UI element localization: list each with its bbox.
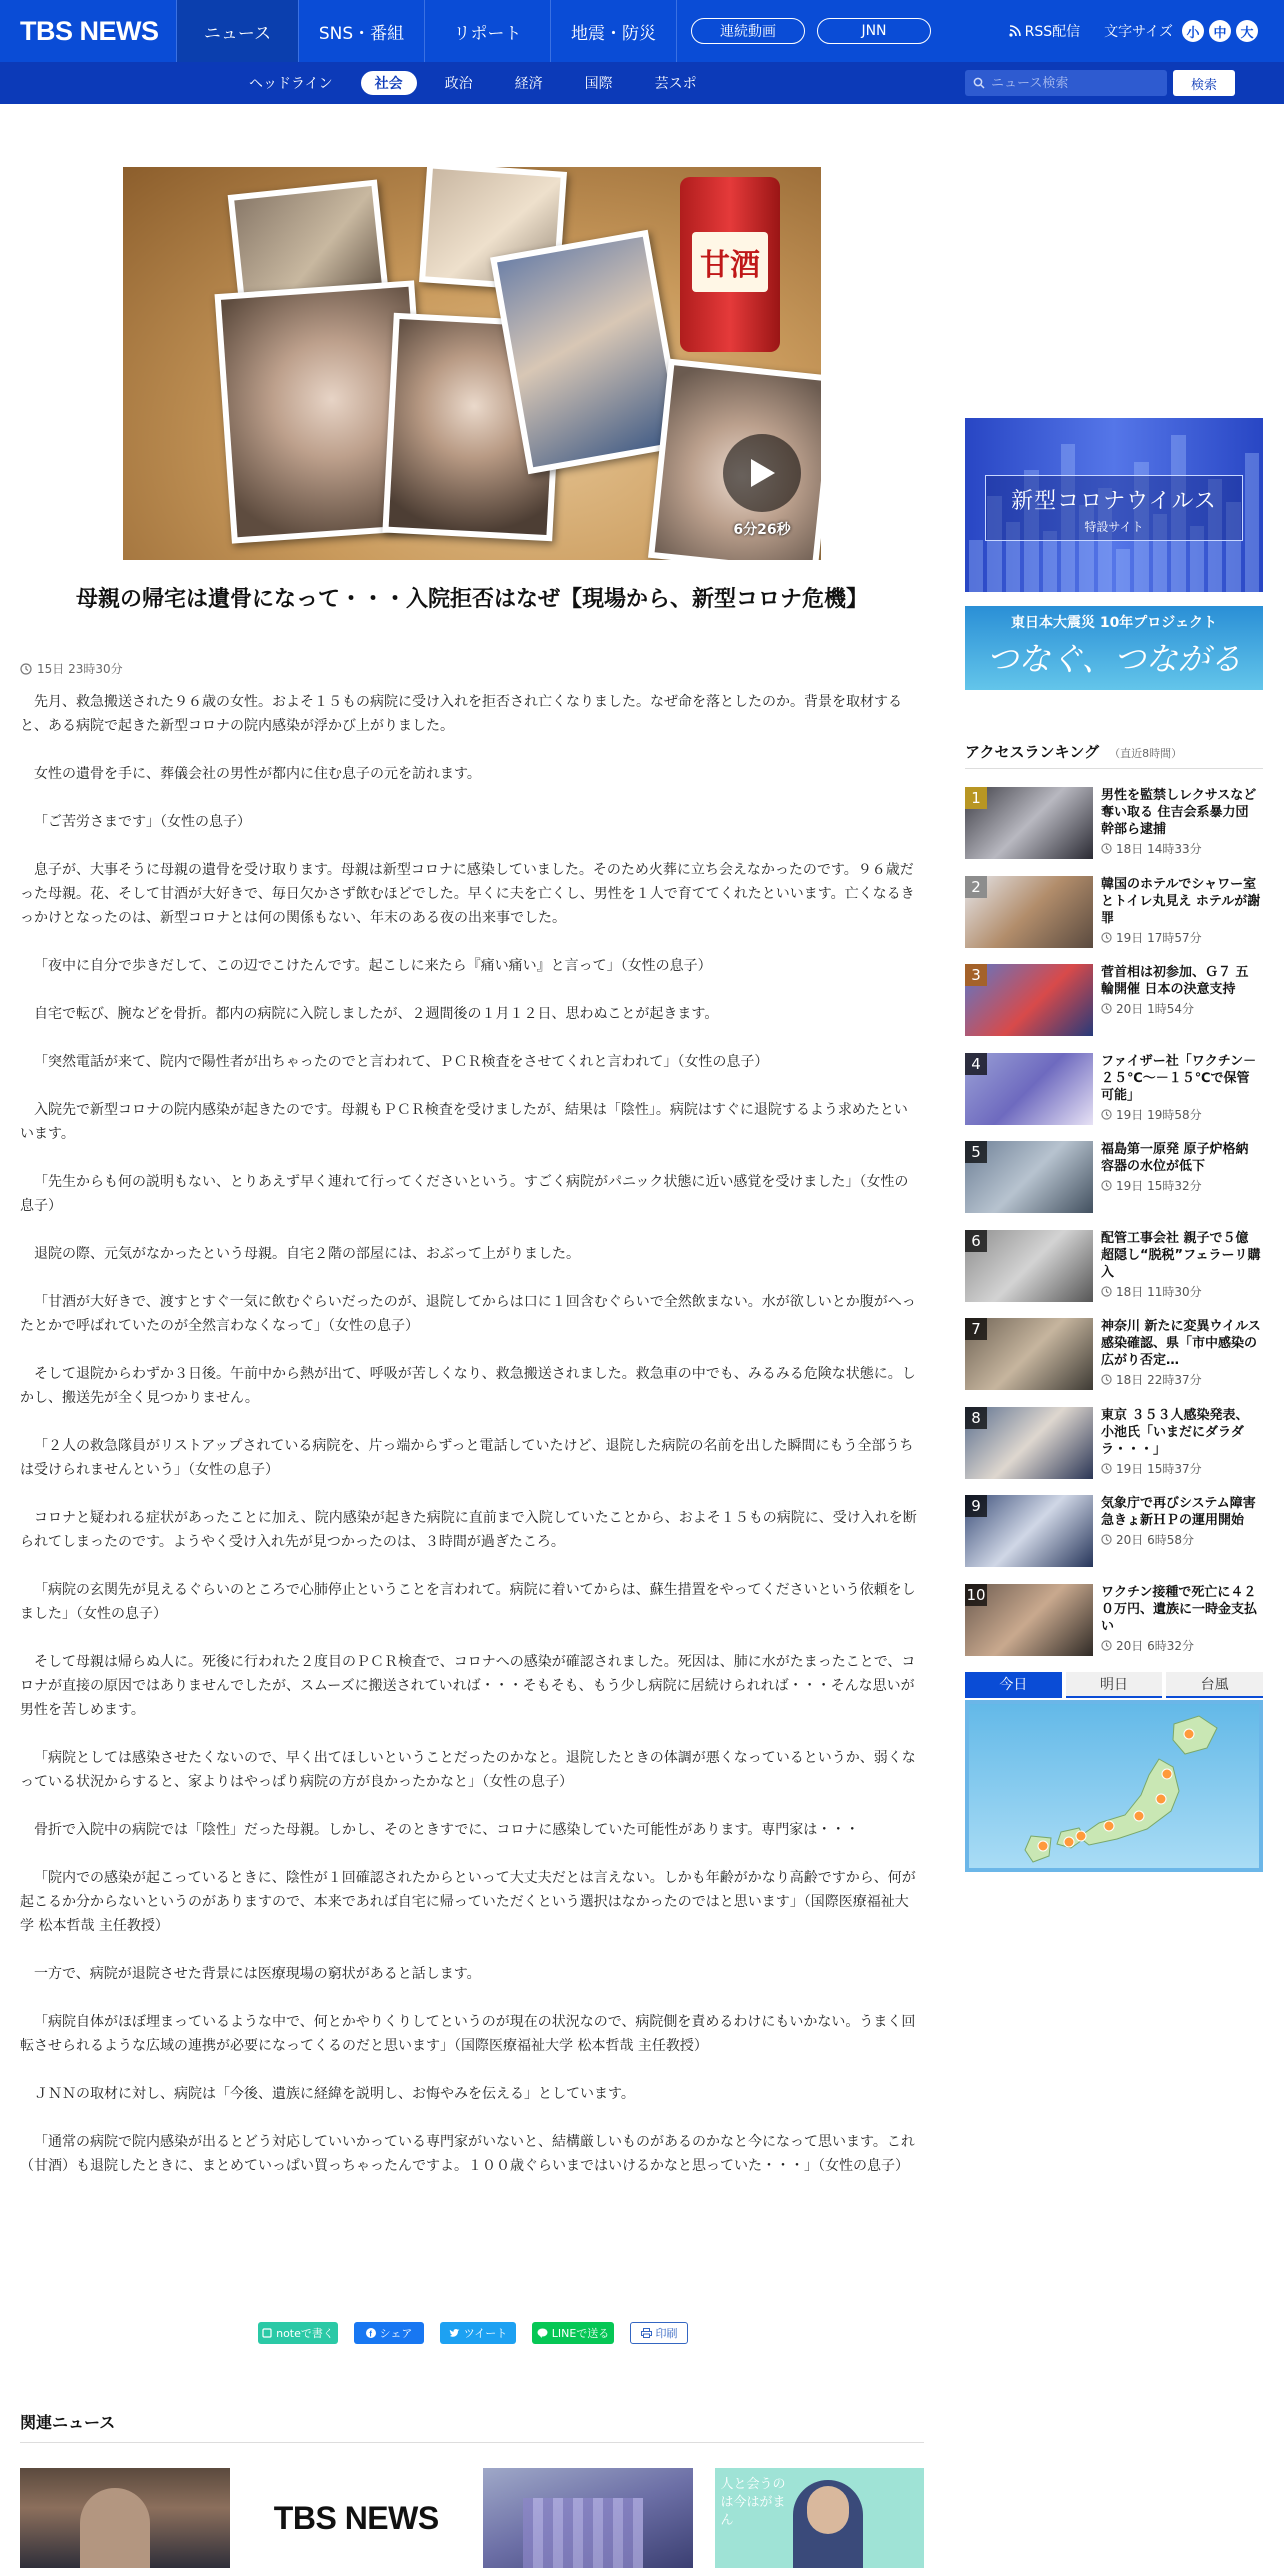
ranking-item[interactable] <box>965 1584 1263 1673</box>
svg-text:f: f <box>368 2329 372 2338</box>
twitter-icon <box>449 2328 460 2338</box>
category-nav <box>235 71 725 95</box>
ranking-headline: ワクチン接種で死亡に４２０万円、遺族に一時金支払い <box>1101 1584 1258 1634</box>
article-video[interactable] <box>123 167 821 560</box>
ranking-time-label: 18日 14時33分 <box>1116 842 1202 856</box>
ranking-item[interactable] <box>965 1141 1263 1230</box>
article-title: 母親の帰宅は遺骨になって・・・入院拒否はなぜ【現場から、新型コロナ危機】 <box>75 587 868 612</box>
ranking-text <box>1101 1407 1261 1496</box>
search-icon <box>973 77 985 89</box>
ranking-number: 3 <box>965 964 987 986</box>
ranking-thumbnail <box>965 1495 1093 1567</box>
article-paragraph: 「院内での感染が起こっているときに、陰性が１回確認されたからといって大丈夫だとは言えない。しかも年齢がかなり高齢ですから、何が起こるか分からないというのがありますので、本来であれば自宅に帰っていただくという選択はなかったのではと思います」（国際医療福祉大学 松本哲哉 主任教授） <box>20 1870 916 1934</box>
ranking-text <box>1101 787 1261 876</box>
font-size-small-button[interactable]: 小 <box>1182 20 1204 42</box>
article-paragraph: 女性の遺骨を手に、葬儀会社の男性が都内に住む息子の元を訪れます。 <box>34 766 481 782</box>
can-label: 甘酒 <box>692 232 768 292</box>
ranking-time-label: 20日 1時54分 <box>1116 1002 1194 1016</box>
ranking-item[interactable] <box>965 1230 1263 1319</box>
weather-tabs <box>965 1672 1263 1698</box>
article-paragraph: ＪＮＮの取材に対し、病院は「今後、遺族に経緯を説明し、お悔やみを伝える」としています。 <box>34 2086 635 2102</box>
ranking-number: 7 <box>965 1318 987 1340</box>
ranking-text <box>1101 1584 1261 1673</box>
article-paragraph: 入院先で新型コロナの院内感染が起きたのです。母親もＰＣＲ検査を受けましたが、結果は「陰性」。病院はすぐに退院するよう求めたといいます。 <box>20 1102 908 1142</box>
ranking-item[interactable] <box>965 787 1263 876</box>
article-paragraph: 一方で、病院が退院させた背景には医療現場の窮状があると話します。 <box>34 1966 481 1982</box>
nav-report[interactable]: リポート <box>424 0 550 62</box>
article-paragraph: 「甘酒が大好きで、渡すとすぐ一気に飲むぐらいだったのが、退院してからは口に１回含むぐらいで全然飲まない。水が欲しいとか腹がへったとかで呼ばれていたのが全然言わなくなって」（女性の息子） <box>20 1294 916 1334</box>
ranking-time <box>1101 1637 1261 1654</box>
clock-icon <box>1101 1286 1112 1297</box>
font-size-label: 文字サイズ <box>1104 24 1173 40</box>
ranking-time <box>1101 1106 1261 1123</box>
ranking-text <box>1101 964 1261 1053</box>
clock-icon <box>1101 1374 1112 1385</box>
ranking-headline: 福島第一原発 原子炉格納容器の水位が低下 <box>1101 1142 1249 1174</box>
related-thumb-caption: 人と会うのは今はがまん <box>720 2477 786 2528</box>
weather-tab-typhoon[interactable]: 台風 <box>1166 1672 1263 1698</box>
nav-news[interactable]: ニュース <box>176 0 298 62</box>
article-paragraph: 「ご苦労さまです」（女性の息子） <box>34 814 251 830</box>
japan-map-icon <box>969 1704 1259 1868</box>
corona-banner-box <box>985 475 1243 541</box>
ranking-text <box>1101 1141 1261 1230</box>
ranking-divider <box>965 768 1263 769</box>
article-paragraph: 「通常の病院で院内感染が出るとどう対応していいかっている専門家がいないと、結構厳しいものがあるのかなと今になって思います。これ（甘酒）も退院したときに、まとめていっぱい買っちゃったんですよ。１００歳ぐらいまではいけるかなと思っていた・・・」（女性の息子） <box>20 2134 915 2174</box>
facebook-icon <box>366 2328 376 2338</box>
primary-nav <box>176 0 676 62</box>
corona-banner-title: 新型コロナウイルス <box>1011 489 1217 514</box>
corona-special-banner[interactable] <box>965 418 1263 592</box>
ranking-headline: 菅首相は初参加、Ｇ７ 五輪開催 日本の決意支持 <box>1101 965 1249 997</box>
ranking-number: 9 <box>965 1495 987 1517</box>
article-paragraph: 「先生からも何の説明もない、とりあえず早く連れて行ってくださいという。すごく病院がパニック状態に近い感覚を受けました」（女性の息子） <box>20 1174 909 1214</box>
facebook-share-label: シェア <box>379 2327 413 2340</box>
ranking-text <box>1101 876 1261 965</box>
ranking-thumbnail <box>965 1230 1093 1302</box>
header-pills <box>676 0 931 62</box>
tbs-news-logo[interactable]: TBS NEWS <box>20 15 159 46</box>
related-news-list <box>20 2468 924 2568</box>
related-news-item[interactable] <box>252 2468 462 2568</box>
earthquake-banner-subtitle: 東日本大震災 10年プロジェクト <box>1010 615 1218 631</box>
ranking-time <box>1101 1000 1261 1017</box>
article-body <box>20 690 918 2202</box>
ranking-number: 6 <box>965 1230 987 1252</box>
ranking-time <box>1101 840 1261 857</box>
clock-icon <box>20 663 32 675</box>
ranking-thumbnail <box>965 1318 1093 1390</box>
facebook-share-button[interactable] <box>354 2322 424 2344</box>
ranking-header <box>965 741 1182 762</box>
article-datetime: 15日 23時30分 <box>37 662 123 676</box>
ranking-time-label: 20日 6時32分 <box>1116 1638 1194 1653</box>
ranking-list <box>965 787 1263 1672</box>
print-icon <box>641 2328 652 2338</box>
article-paragraph: 「病院自体がほぼ埋まっているような中で、何とかやりくりしてというのが現在の状況なので、病院側を責めるわけにもいかない。うまく回転させられるような広域の連携が必要になってくるのだと思います」（国際医療福祉大学 松本哲哉 主任教授） <box>20 2014 916 2054</box>
note-share-button[interactable] <box>258 2322 338 2344</box>
clock-icon <box>1101 1180 1112 1191</box>
ranking-time <box>1101 1460 1261 1477</box>
search-button[interactable]: 検索 <box>1173 70 1235 96</box>
article-paragraph: コロナと疑われる症状があったことに加え、院内感染が起きた病院に直前まで入院していたことから、およそ１５もの病院に、受け入れを断られてしまったのです。ようやく受け入れ先が見つかったのは、３時間が過ぎたころ。 <box>20 1510 917 1550</box>
ranking-item[interactable] <box>965 1407 1263 1496</box>
twitter-share-label: ツイート <box>463 2327 508 2340</box>
ranking-headline: 東京 ３５３人感染発表、小池氏「いまだにダラダラ・・・」 <box>1101 1407 1249 1457</box>
continuous-video-pill[interactable]: 連続動画 <box>691 18 805 44</box>
ranking-time <box>1101 1531 1261 1548</box>
ranking-number: 4 <box>965 1053 987 1075</box>
rss-link[interactable] <box>1009 21 1081 41</box>
ranking-time-label: 18日 11時30分 <box>1116 1284 1202 1299</box>
note-icon <box>262 2328 272 2338</box>
category-international[interactable]: 国際 <box>584 76 613 92</box>
article-paragraph: 「病院の玄関先が見えるぐらいのところで心肺停止ということを言われて。病院に着いてからは、蘇生措置をやってくださいという依頼をしました」（女性の息子） <box>20 1582 916 1622</box>
rss-icon <box>1009 25 1021 37</box>
weather-tab-tomorrow[interactable]: 明日 <box>1066 1672 1163 1698</box>
search-box <box>965 70 1167 96</box>
ranking-thumbnail <box>965 1584 1093 1656</box>
ranking-time-label: 19日 17時57分 <box>1116 930 1202 945</box>
ranking-text <box>1101 1053 1261 1142</box>
ranking-thumbnail <box>965 1407 1093 1479</box>
ranking-time-label: 18日 22時37分 <box>1116 1373 1202 1387</box>
ranking-time <box>1101 1371 1261 1388</box>
ranking-thumbnail <box>965 876 1093 948</box>
article-paragraph: 先月、救急搬送された９６歳の女性。およそ１５もの病院に受け入れを拒否され亡くなりました。なぜ命を落としたのか。背景を取材すると、ある病院で起きた新型コロナの院内感染が浮かび上がりました。 <box>20 694 902 734</box>
ranking-time <box>1101 929 1261 946</box>
clock-icon <box>1101 843 1112 854</box>
category-economy[interactable]: 経済 <box>514 76 543 92</box>
line-icon <box>537 2328 548 2338</box>
ranking-time-label: 19日 15時32分 <box>1116 1179 1202 1193</box>
related-news-item[interactable] <box>20 2468 230 2568</box>
top-header <box>0 0 1284 62</box>
ranking-number: 5 <box>965 1141 987 1163</box>
ranking-thumbnail <box>965 964 1093 1036</box>
related-thumb-face <box>807 2486 849 2534</box>
font-size-control <box>1104 20 1258 42</box>
clock-icon <box>1101 1463 1112 1474</box>
share-buttons <box>258 2322 688 2344</box>
category-politics[interactable]: 政治 <box>444 76 473 92</box>
nav-disaster[interactable]: 地震・防災 <box>550 0 676 62</box>
ranking-title: アクセスランキング <box>965 743 1100 761</box>
article-paragraph: 「病院としては感染させたくないので、早く出てほしいということだったのかなと。退院したときの体調が悪くなっているというか、弱くなっている状況からすると、家よりはやっぱり病院の方が良かったかなと」（女性の息子） <box>20 1750 916 1790</box>
ranking-item[interactable] <box>965 1053 1263 1142</box>
ranking-headline: 男性を監禁しレクサスなど奪い取る 住吉会系暴力団幹部ら逮捕 <box>1101 788 1257 837</box>
article-meta <box>20 660 123 677</box>
article-paragraph: 骨折で入院中の病院では「陰性」だった母親。しかし、そのときすでに、コロナに感染していた可能性があります。専門家は・・・ <box>34 1822 860 1838</box>
amazake-can <box>680 177 780 352</box>
article-paragraph: 「突然電話が来て、院内で陽性者が出ちゃったのでと言われて、ＰＣＲ検査をさせてくれと言われて」（女性の息子） <box>34 1054 769 1070</box>
ranking-time-label: 19日 15時37分 <box>1116 1461 1202 1476</box>
earthquake-10th-banner[interactable] <box>965 606 1263 690</box>
ranking-time-label: 19日 19時58分 <box>1116 1107 1202 1122</box>
corona-banner-subtitle: 特設サイト <box>1084 520 1144 534</box>
print-label: 印刷 <box>655 2327 678 2340</box>
clock-icon <box>1101 1640 1112 1651</box>
ranking-number: 2 <box>965 876 987 898</box>
weather-map[interactable] <box>965 1700 1263 1872</box>
article-paragraph: そして母親は帰らぬ人に。死後に行われた２度目のＰＣＲ検査で、コロナへの感染が確認されました。死因は、肺に水がたまったことで、コロナが直接の原因ではありませんでしたが、スムーズに搬送されていれば・・・そもそも、もう少し病院に居続けられれば・・・そんな思いが男性を苦しめます。 <box>20 1654 916 1718</box>
ranking-text <box>1101 1230 1261 1319</box>
related-thumb-figure <box>80 2488 150 2568</box>
play-button[interactable] <box>723 434 801 512</box>
related-divider <box>20 2442 924 2443</box>
category-entertainment-sports[interactable]: 芸スポ <box>654 76 697 92</box>
weather-tab-today[interactable]: 今日 <box>965 1672 1062 1698</box>
play-icon <box>747 457 777 489</box>
related-news-item[interactable] <box>715 2468 925 2568</box>
clock-icon <box>1101 1534 1112 1545</box>
ranking-time-label: 20日 6時58分 <box>1116 1533 1194 1547</box>
ranking-time <box>1101 1283 1261 1300</box>
article-paragraph: 「２人の救急隊員がリストアップされている病院を、片っ端からずっと電話していたけど、退院した病院の名前を出した瞬間にもう全部うちは受けられませんという」（女性の息子） <box>20 1438 914 1478</box>
ranking-item[interactable] <box>965 964 1263 1053</box>
ranking-text <box>1101 1495 1261 1584</box>
ranking-item[interactable] <box>965 1318 1263 1407</box>
clock-icon <box>1101 1003 1112 1014</box>
line-share-label: LINEで送る <box>551 2327 610 2340</box>
clock-icon <box>1101 1109 1112 1120</box>
related-news-item[interactable] <box>483 2468 693 2568</box>
earthquake-banner-title: つなぐ、つながる <box>986 640 1242 678</box>
line-share-button[interactable] <box>532 2322 614 2344</box>
article-paragraph: 息子が、大事そうに母親の遺骨を受け取ります。母親は新型コロナに感染していました。そのため火葬に立ち会えなかったのです。９６歳だった母親。花、そして甘酒が大好きで、毎日欠かさず飲むほどでした。早くに夫を亡くし、男性を１人で育ててくれたといいます。亡くなるきっかけとなったのは、新型コロナとは何の関係もない、年末のある夜の出来事でした。 <box>20 862 915 926</box>
category-headline[interactable]: ヘッドライン <box>249 76 333 92</box>
article-paragraph: 自宅で転び、腕などを骨折。都内の病院に入院しましたが、２週間後の１月１２日、思わぬことが起きます。 <box>34 1006 719 1022</box>
related-thumb-logo: TBS NEWS <box>273 2499 439 2536</box>
video-duration: 6分26秒 <box>733 522 791 538</box>
note-share-label: noteで書く <box>276 2327 334 2340</box>
ranking-item[interactable] <box>965 876 1263 965</box>
category-bar <box>0 62 1284 104</box>
article-paragraph: 退院の際、元気がなかったという母親。自宅２階の部屋には、おぶって上がりました。 <box>34 1246 580 1262</box>
article-paragraph: そして退院からわずか３日後。午前中から熱が出て、呼吸が苦しくなり、救急搬送されました。救急車の中でも、みるみる危険な状態に。しかし、搬送先が全く見つかりません。 <box>20 1366 916 1406</box>
ranking-thumbnail <box>965 1053 1093 1125</box>
ranking-headline: 韓国のホテルでシャワー室とトイレ丸見え ホテルが謝罪 <box>1101 876 1261 926</box>
ranking-headline: ファイザー社「ワクチン－２５℃～－１５℃で保管可能」 <box>1101 1053 1257 1103</box>
ranking-subtitle: （直近8時間） <box>1109 747 1183 760</box>
print-button[interactable] <box>630 2322 688 2344</box>
font-size-large-button[interactable]: 大 <box>1236 20 1258 42</box>
article-paragraph: 「夜中に自分で歩きだして、この辺でこけたんです。起こしに来たら『痛い痛い』と言って」（女性の息子） <box>34 958 712 974</box>
ranking-headline: 神奈川 新たに変異ウイルス感染確認、県「市中感染の広がり否定… <box>1101 1319 1261 1368</box>
category-society[interactable]: 社会 <box>361 71 417 95</box>
twitter-share-button[interactable] <box>440 2322 516 2344</box>
related-news-title: 関連ニュース <box>20 2413 116 2432</box>
ranking-headline: 配管工事会社 親子で５億超隠し“脱税”フェラーリ購入 <box>1101 1230 1261 1280</box>
related-thumb-vials <box>523 2498 643 2568</box>
ranking-number: 10 <box>966 1585 986 1604</box>
nav-sns[interactable]: SNS・番組 <box>298 0 424 62</box>
rss-label: RSS配信 <box>1024 24 1081 40</box>
ranking-text <box>1101 1318 1261 1407</box>
search-input[interactable] <box>991 76 1161 91</box>
jnn-pill[interactable]: JNN <box>817 18 931 44</box>
ranking-number: 1 <box>965 787 987 809</box>
clock-icon <box>1101 932 1112 943</box>
ranking-thumbnail <box>965 1141 1093 1213</box>
ranking-time <box>1101 1177 1261 1194</box>
ranking-number: 8 <box>965 1407 987 1429</box>
header-tools <box>1009 0 1284 62</box>
ranking-item[interactable] <box>965 1495 1263 1584</box>
font-size-medium-button[interactable]: 中 <box>1209 20 1231 42</box>
ranking-headline: 気象庁で再びシステム障害 急きょ新ＨＰの運用開始 <box>1101 1496 1256 1528</box>
ranking-thumbnail <box>965 787 1093 859</box>
